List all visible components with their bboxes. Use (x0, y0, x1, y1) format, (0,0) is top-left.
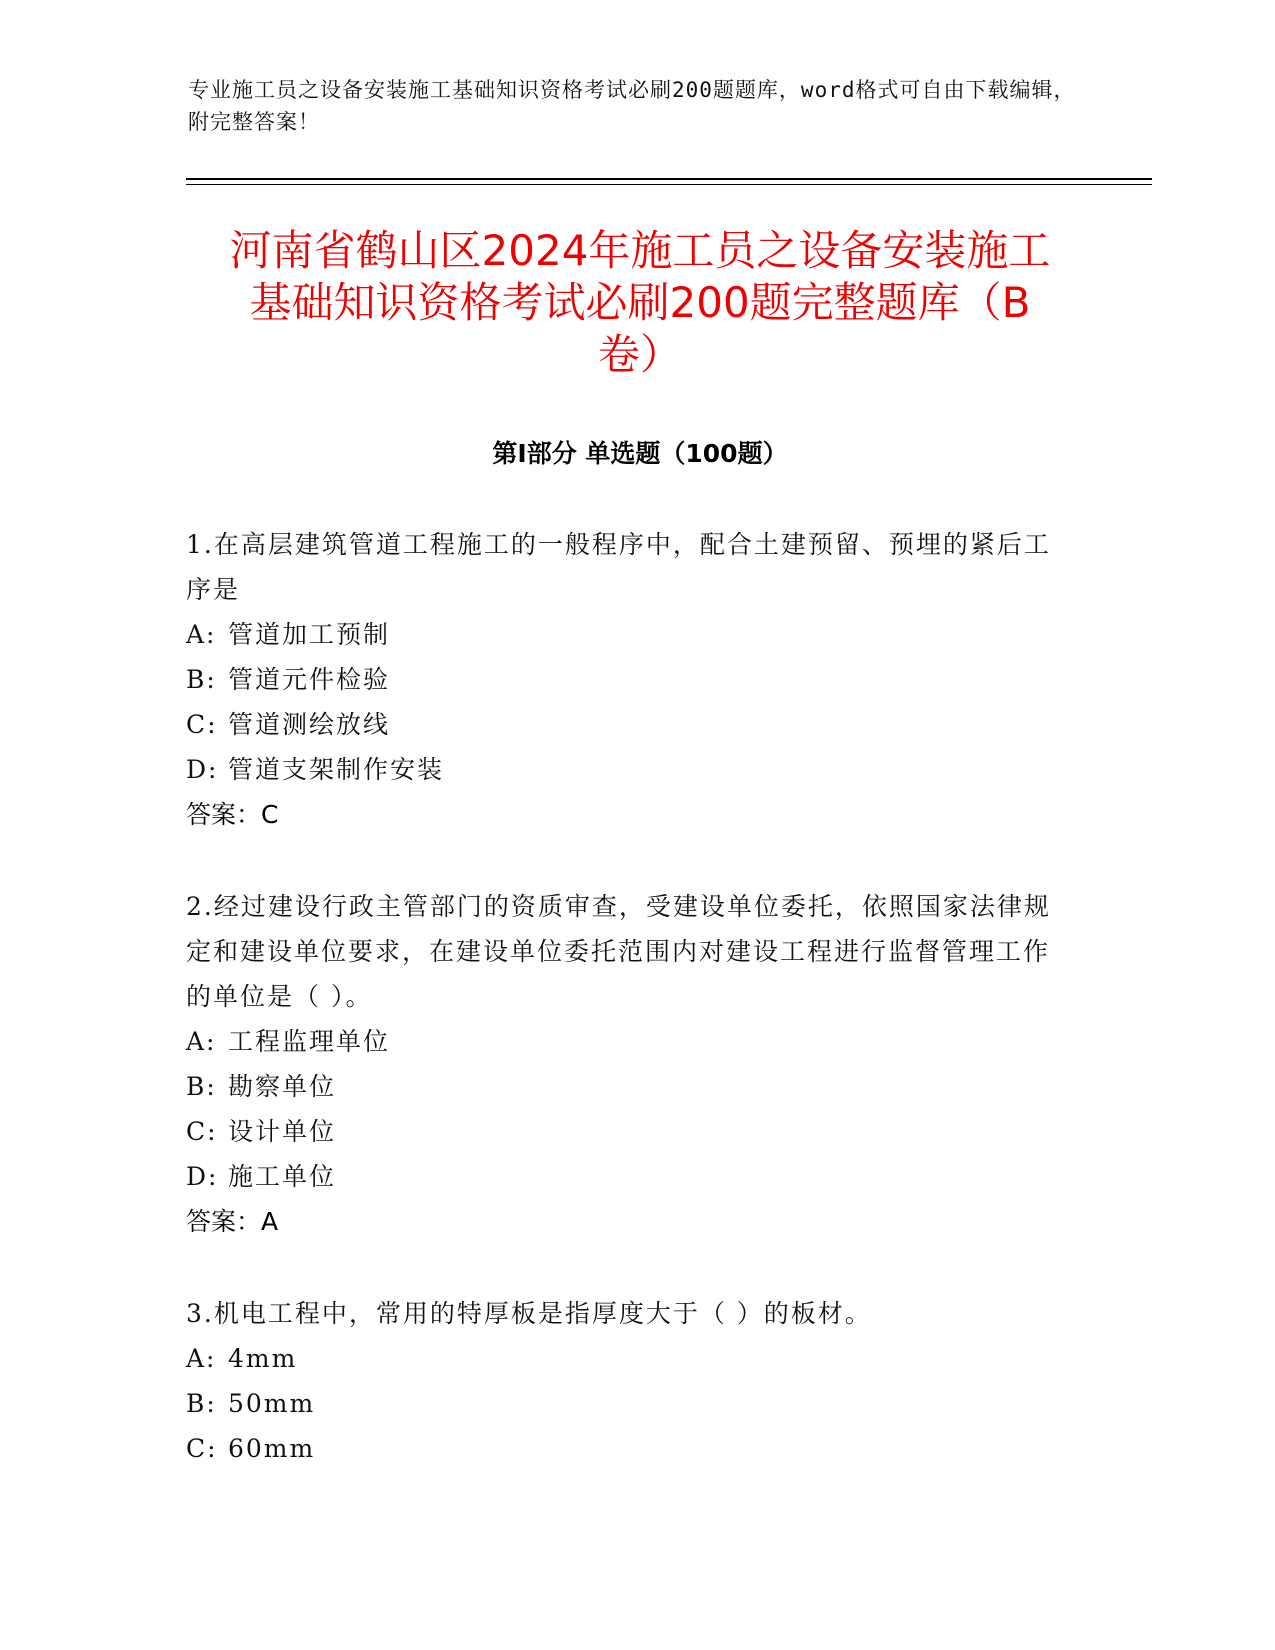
option-text: 管道元件检验 (228, 665, 391, 694)
option-text: 管道加工预制 (228, 620, 391, 649)
option-text: 4mm (228, 1344, 298, 1373)
title-line: 卷） (597, 330, 682, 379)
option-c (186, 702, 1066, 747)
question-stem: 1.在高层建筑管道工程施工的一般程序中，配合土建预留、预埋的紧后工序是 (186, 530, 1051, 604)
question-item (186, 522, 1066, 837)
option-text: 50mm (228, 1389, 316, 1418)
option-key: B: (186, 665, 217, 694)
option-key: B: (186, 1072, 217, 1101)
answer-line: 答案：C (186, 800, 279, 829)
option-key: A: (186, 1344, 217, 1373)
option-c (186, 1109, 1066, 1154)
option-key: A: (186, 620, 217, 649)
header-note: 专业施工员之设备安装施工基础知识资格考试必刷200题题库，word格式可自由下载编辑，附完整答案！ (188, 78, 1076, 134)
option-d (186, 1154, 1066, 1199)
option-d (186, 747, 1066, 792)
option-text: 施工单位 (228, 1162, 337, 1191)
question-stem: 2.经过建设行政主管部门的资质审查，受建设单位委托，依照国家法律规定和建设单位要求，在建设单位委托范围内对建设工程进行监督管理工作的单位是（ ）。 (186, 892, 1051, 1011)
option-c (186, 1426, 1066, 1471)
option-key: C: (186, 1117, 218, 1146)
option-key: D: (186, 1162, 219, 1191)
question-stem: 3.机电工程中，常用的特厚板是指厚度大于（ ）的板材。 (186, 1299, 872, 1328)
option-a (186, 1336, 1066, 1381)
header-rule-thick (186, 178, 1152, 180)
option-key: A: (186, 1027, 217, 1056)
title-line: 基础知识资格考试必刷200题完整题库（B (249, 278, 1031, 327)
question-list (186, 522, 1066, 1518)
answer-line: 答案：A (186, 1207, 279, 1236)
option-text: 勘察单位 (228, 1072, 337, 1101)
question-item (186, 884, 1066, 1244)
option-text: 工程监理单位 (228, 1027, 391, 1056)
option-text: 60mm (228, 1434, 316, 1463)
option-a (186, 612, 1066, 657)
option-key: D: (186, 755, 219, 784)
header-rule-thin (186, 184, 1152, 185)
option-key: C: (186, 710, 218, 739)
option-key: B: (186, 1389, 217, 1418)
section-heading: 第Ⅰ部分 单选题（100题） (492, 439, 788, 468)
option-key: C: (186, 1434, 218, 1463)
option-text: 管道测绘放线 (228, 710, 391, 739)
option-text: 管道支架制作安装 (228, 755, 445, 784)
question-item (186, 1291, 1066, 1471)
option-b (186, 657, 1066, 702)
document-title (180, 225, 1100, 381)
option-b (186, 1381, 1066, 1426)
option-text: 设计单位 (228, 1117, 337, 1146)
option-a (186, 1019, 1066, 1064)
option-b (186, 1064, 1066, 1109)
title-line: 河南省鹤山区2024年施工员之设备安装施工 (229, 226, 1051, 275)
